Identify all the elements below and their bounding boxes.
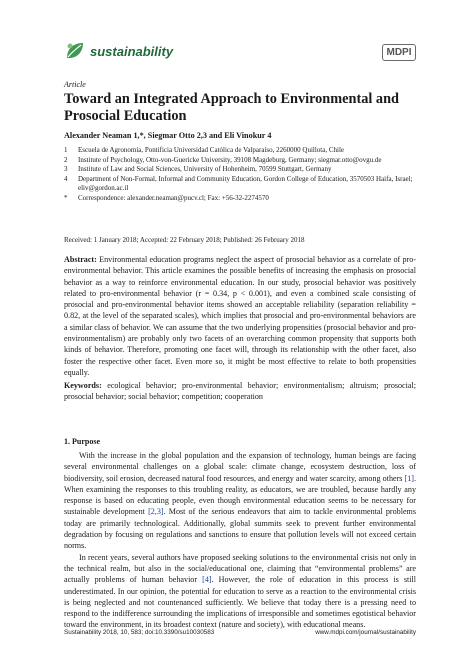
section-body [64,450,416,631]
keywords-label: Keywords: [64,381,102,390]
journal-logo-icon [64,40,86,62]
footer-url[interactable]: www.mdpi.com/journal/sustainability [315,629,416,636]
citation-link[interactable]: [4] [202,575,212,585]
paragraph: With the increase in the global population and the expansion of technology, human beings are facing several environmental challenges on a global scale: climate change, ecosystem destruction, loss of biodiversity, soil erosion, decreased natural food resources, and energy and water scarcity, among others [1]. When examining the responses to this troubling reality, as educators, we are troubled, because hardly any response is based on educating people, even though environmental education seems to be necessary for sustainable development [2,3]. Most of the serious endeavors that aim to tackle environmental problems today are primarily technological. Additionally, global summits seek to prevent further environmental degradation by focusing on regulations and sanctions to ensure that pollution levels will not exceed certain norms. [64,451,416,551]
affiliation-item: 1 Escuela de Agronomía, Pontificia Universidad Católica de Valparaíso, 2260000 Quillota, Chile [64,146,345,154]
keywords-text: ecological behavior; pro-environmental behavior; environmentalism; altruism; prosocial; prosocial behavior; social behavior; competition; cooperation [64,381,416,402]
abstract-label: Abstract: [64,255,97,264]
section-heading: 1. Purpose [64,437,100,446]
affiliation-item: 3 Institute of Law and Social Sciences, University of Hohenheim, 70599 Stuttgart, Germany [64,165,332,174]
abstract-text: Environmental education programs neglect the aspect of prosocial behavior as a correlate of pro-environmental behavior. This article examines the possible benefits of increasing the emphasis on prosocial behavior as a way to reinforce environmental education. In our study, prosocial behavior was positively related to pro-environmental behavior (r = 0.34, p < 0.001), and even a combined scale consisting of prosocial and pro-environmental behavior items showed an acceptable reliability (separation reliability = 0.82, at the level of the separated scales), which implies that prosocial and pro-environmental behaviors are a similar class of behavior. We can assume that the two underlying propensities (prosocial behavior and pro-environmentalism) are probably only two facets of an overarching common propensity that supports both kinds of behavior. Therefore, promoting one facet will, through its relationship with the other facet, also foster the respective other facet. Even more so, it might be most effective to relate to both propensities equally. [64,255,416,377]
citation-link[interactable]: [1] [404,473,414,483]
article-type: Article [64,80,86,89]
publication-dates: Received: 1 January 2018; Accepted: 22 February 2018; Published: 26 February 2018 [64,236,305,244]
keywords [64,380,416,403]
citation-link[interactable]: [2,3] [148,507,164,517]
journal-name: sustainability [90,44,174,59]
publisher-logo: MDPI [382,44,416,61]
abstract [64,254,416,378]
correspondence: * Correspondence: alexander.neaman@pucv.cl; Fax: +56-32-2274570 [64,193,269,202]
paragraph: In recent years, several authors have proposed seeking solutions to the environmental crisis not only in the technical realm, but also in the social/educational one, claiming that “environmental problems” are actually problems of human behavior [4]. However, the role of education in this process is still underestimated. In our opinion, the potential for education to serve as a reaction to the environmental crisis is being neglected and not countenanced sufficiently. We believe that today there is a pressing need to respond to the indifference surrounding the implications of irresponsible and sometimes egotistical behavior toward the environment, in its broadest context (nature and society), with educational means. [64,552,416,630]
affiliation-item: 2 Institute of Psychology, Otto-von-Guericke University, 39108 Magdeburg, Germany; siegmar.otto@ovgu.de [64,155,382,164]
article-title: Toward an Integrated Approach to Environmental and Prosocial Education [64,91,399,124]
author-list: Alexander Neaman 1,*, Siegmar Otto 2,3 and Eli Vinokur 4 [64,131,272,140]
affiliation-item: 4 Department of Non-Formal, Informal and Community Education, Gordon College of Education, 3570503 Haifa, Israel; eliv@gordon.ac.il [64,174,413,193]
affiliations [64,146,414,204]
footer-citation: Sustainability 2018, 10, 583; doi:10.3390/su10030583 [64,629,215,636]
